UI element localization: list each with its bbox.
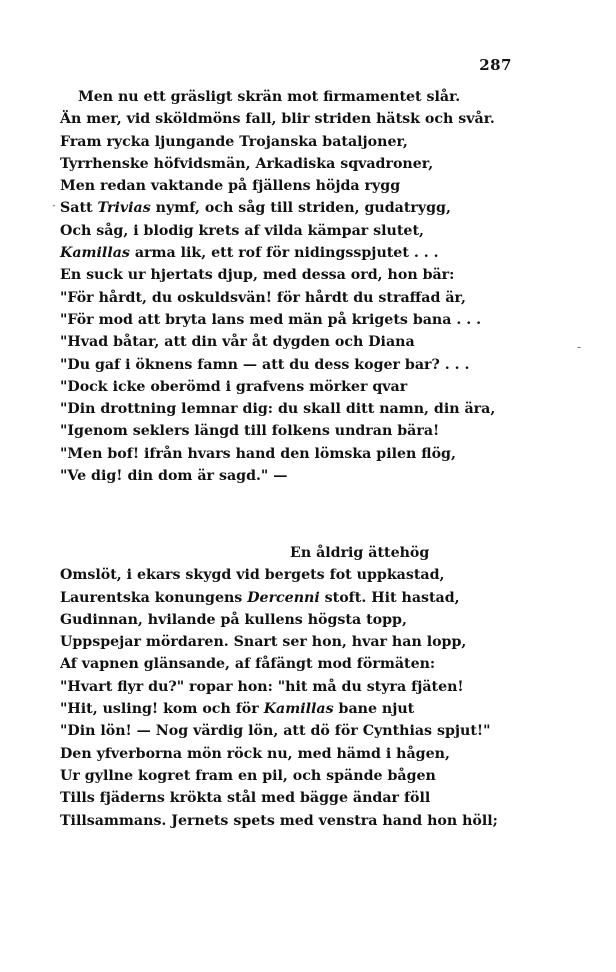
verse-line [60,587,520,609]
verse-text: "För mod att bryta lans med män på krigets bana . . . [60,311,482,328]
verse-line [60,131,520,153]
verse-text: Tills fjäderns krökta stål med bägge ändar föll [60,790,431,807]
verse-text: "Men bof! ifrån hvars hand den lömska pilen flög, [60,445,456,462]
verse-text: Den yfverborna mön röck nu, med hämd i hågen, [60,745,450,762]
verse-line [60,331,520,353]
verse-line [60,153,520,175]
verse-line [60,197,520,219]
verse-text: En suck ur hjertats djup, med dessa ord, hon bär: [60,267,455,284]
margin-dash: - [577,340,582,354]
poem-stanza-2 [60,542,520,832]
verse-line [60,720,520,742]
verse-text: Satt [60,200,98,217]
verse-text: Men nu ett gräsligt skrän mot firmamentet slår. [78,89,461,105]
verse-text: "Hvad båtar, att din vår åt dygden och Diana [60,334,415,351]
verse-text: Laurentska konungens [60,589,248,606]
verse-line [60,264,520,286]
verse-text: Uppspejar mördaren. Snart ser hon, hvar han lopp, [60,634,467,651]
verse-line [60,698,520,720]
verse-text: "Hvart flyr du?" ropar hon: "hit må du styra fjäten! [60,678,464,695]
verse-text: En åldrig ättehög [290,545,430,561]
verse-text: "Dock icke oberömd i grafvens mörker qvar [60,378,408,395]
verse-text: Fram rycka ljungande Trojanska bataljoner, [60,133,408,150]
verse-line [60,631,520,653]
verse-text: Omslöt, i ekars skygd vid bergets fot uppkastad, [60,567,445,584]
margin-dot: · [52,199,56,213]
verse-text: Tyrrhenske höfvidsmän, Arkadiska sqvadroner, [60,155,434,172]
verse-line [60,743,520,765]
verse-line [60,376,520,398]
verse-text: arma lik, ett rof för nidingsspjutet . . . [129,245,439,262]
verse-line [60,564,520,586]
verse-text: "För hårdt, du oskuldsvän! för hårdt du straffad är, [60,289,466,306]
verse-line [60,787,520,809]
verse-text: Men redan vaktande på fjällens höjda rygg [60,178,401,195]
verse-italic-name: Kamillas [60,245,130,262]
verse-text: "Du gaf i öknens famn — att du dess koger bar? . . . [60,356,470,373]
verse-text: "Din lön! — Nog värdig lön, att dö för Cynthias spjut!" [60,723,491,740]
verse-line [60,354,520,376]
verse-line [60,175,520,197]
verse-text: Tillsammans. Jernets spets med venstra hand hon höll; [60,812,498,829]
verse-text: "Igenom seklers längd till folkens undran bära! [60,423,440,440]
verse-line [60,443,520,465]
verse-line [60,465,520,487]
verse-text: Och såg, i blodig krets af vilda kämpar slutet, [60,222,424,239]
verse-text: Ur gyllne kogret fram en pil, och spände bågen [60,767,436,784]
verse-line [60,542,520,564]
verse-line [60,108,520,130]
verse-text: "Hit, usling! kom och för [60,701,264,718]
verse-line [60,398,520,420]
poem-stanza-1 [60,86,520,487]
verse-text: "Ve dig! din dom är sagd." — [60,468,288,485]
verse-line [60,309,520,331]
verse-line [60,86,520,108]
verse-line [60,810,520,832]
verse-line [60,653,520,675]
verse-text: "Din drottning lemnar dig: du skall ditt namn, din ära, [60,401,496,418]
verse-line [60,220,520,242]
verse-italic-name: Kamillas [263,701,334,718]
page-number: 287 [479,56,512,74]
verse-line [60,242,520,264]
verse-italic-name: Trivias [97,200,151,217]
verse-italic-name: Dercenni [247,589,320,606]
verse-text: Gudinnan, hvilande på kullens högsta topp, [60,611,407,628]
verse-text: Än mer, vid sköldmöns fall, blir striden hätsk och svår. [60,111,495,128]
verse-text: Af vapnen glänsande, af fåfängt mod förmäten: [60,656,436,673]
verse-text: stoft. Hit hastad, [319,589,460,606]
verse-line [60,609,520,631]
verse-text: bane njut [333,701,415,718]
verse-line [60,765,520,787]
verse-line [60,420,520,442]
verse-text: nymf, och såg till striden, gudatrygg, [150,200,451,217]
verse-line [60,676,520,698]
verse-line [60,287,520,309]
